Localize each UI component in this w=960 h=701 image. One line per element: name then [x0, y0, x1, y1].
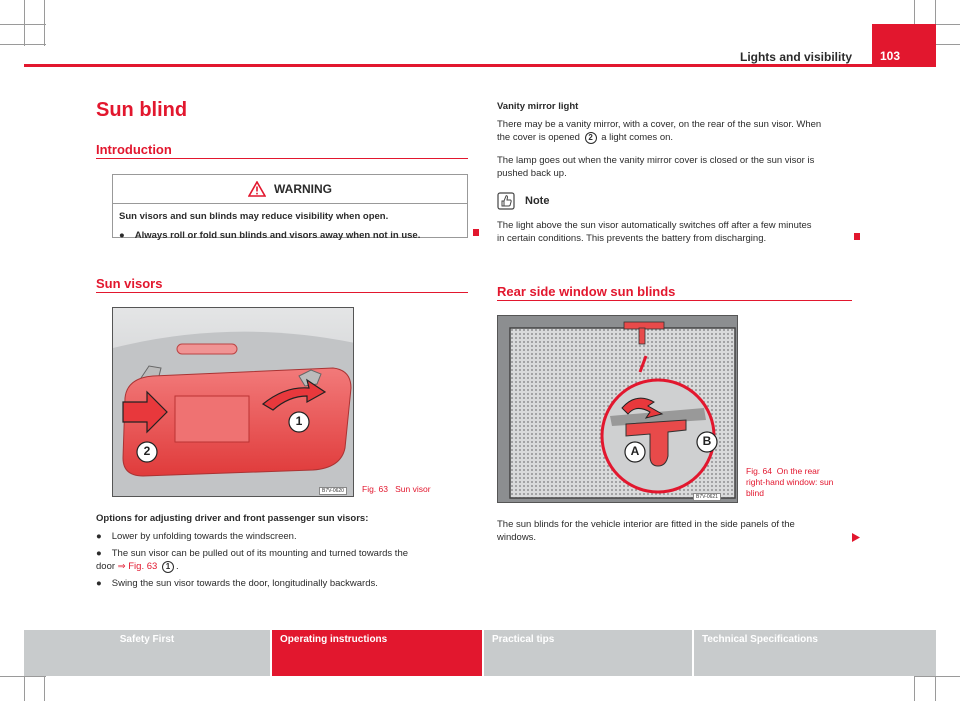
bullet-text-door: door: [96, 561, 116, 572]
vanity-heading: Vanity mirror light: [497, 101, 579, 112]
page-number-text: 103: [880, 49, 901, 63]
bullet-text: The sun visor can be pulled out of its mounting and turned towards the: [111, 548, 409, 559]
inline-callout-2: 2: [585, 132, 597, 144]
note-text-line: The light above the sun visor automatically switches off after a few minutes: [497, 220, 812, 231]
section-title-sun-blind: Sun blind: [96, 99, 188, 121]
bullet-dot: ●: [96, 578, 102, 589]
inline-callout-1: 1: [162, 561, 174, 573]
note-heading: Note: [525, 195, 550, 207]
crop-mark: [44, 0, 45, 46]
figure-tag: B7V-0621: [693, 493, 721, 501]
figure-caption-label: Fig. 63: [362, 484, 388, 494]
rear-sun-blind-illustration: [498, 316, 738, 503]
rear-blinds-paragraph-line: The sun blinds for the vehicle interior are fitted in the side panels of the: [497, 519, 795, 530]
footer-tab-label: Operating instructions: [280, 634, 388, 645]
figure-caption-64: [746, 466, 833, 499]
figure-caption-text: Sun visor: [395, 484, 431, 494]
warning-body: [113, 204, 467, 242]
footer-tab-operating-instructions[interactable]: [272, 630, 482, 676]
figure-reference-link[interactable]: ⇒ Fig. 63: [117, 561, 158, 572]
figure-rear-sun-blind: [497, 315, 738, 503]
header-rule: [24, 64, 936, 67]
crop-mark: [24, 0, 25, 46]
vanity-paragraph-line: pushed back up.: [497, 168, 567, 179]
callout-a: A: [630, 444, 640, 458]
figure-tag: B7V-0620: [319, 487, 347, 495]
options-heading: Options for adjusting driver and front passenger sun visors:: [96, 513, 369, 524]
warning-box: [112, 174, 468, 241]
page-number: [872, 24, 936, 67]
introduction-rule: [96, 158, 468, 159]
sun-visor-illustration: [113, 308, 354, 497]
subsection-title-introduction: Introduction: [96, 142, 172, 157]
figure-sun-visor: [112, 307, 354, 497]
header-section-title: Lights and visibility: [739, 50, 852, 64]
section-end-mark: [473, 229, 479, 236]
vanity-paragraph-line: [497, 131, 673, 144]
sun-visors-rule: [96, 292, 468, 293]
list-item: [96, 530, 297, 543]
note-icon: [497, 192, 515, 210]
figure-caption-text: On the rear: [776, 466, 820, 476]
bullet-dot: ●: [119, 230, 125, 241]
subsection-title-rear-blinds: Rear side window sun blinds: [497, 284, 676, 299]
warning-icon: [248, 181, 266, 197]
warning-header: [113, 175, 467, 203]
warning-heading: WARNING: [274, 182, 332, 196]
bullet-continuation: door ⇒ Fig. 63 1 .: [96, 561, 179, 572]
rear-blinds-rule: [497, 300, 852, 301]
crop-mark: [0, 44, 46, 45]
section-end-mark: [854, 233, 860, 240]
footer-tab-label: Practical tips: [492, 634, 555, 645]
crop-mark: [0, 676, 46, 677]
vanity-paragraph-line: There may be a vanity mirror, with a cover, on the rear of the sun visor. When: [497, 119, 822, 130]
bullet-dot: ●: [96, 531, 102, 542]
continue-arrow-icon: [852, 533, 860, 542]
crop-mark: [914, 676, 960, 677]
crop-mark: [0, 24, 46, 25]
footer-tab-practical-tips[interactable]: [484, 630, 692, 676]
bullet-dot: ●: [96, 548, 102, 559]
footer-tab-safety-first[interactable]: [24, 630, 270, 676]
vanity-paragraph-line: The lamp goes out when the vanity mirror cover is closed or the sun visor is: [497, 155, 815, 166]
callout-2: 2: [143, 444, 151, 458]
figure-caption-text: blind: [746, 488, 764, 498]
vanity-text: a light comes on.: [601, 132, 674, 143]
bullet-text: Swing the sun visor towards the door, longitudinally backwards.: [111, 578, 378, 589]
subsection-title-sun-visors: Sun visors: [96, 276, 163, 291]
bullet-text: Lower by unfolding towards the windscreen.: [111, 531, 297, 542]
list-item: [96, 547, 408, 560]
vanity-text: the cover is opened: [497, 132, 580, 143]
footer-tab-label: Technical Specifications: [702, 634, 818, 645]
warning-bullet: [119, 229, 461, 242]
rear-blinds-paragraph-line: windows.: [497, 532, 537, 543]
figure-caption-text: right-hand window: sun: [746, 477, 834, 487]
callout-1: 1: [295, 414, 303, 428]
callout-b: B: [702, 434, 712, 448]
footer-tab-technical-specifications[interactable]: [694, 630, 936, 676]
note-text-line: in certain conditions. This prevents the battery from discharging.: [497, 233, 767, 244]
warning-bullet-text: Always roll or fold sun blinds and visors away when not in use.: [134, 230, 421, 241]
figure-caption-63: [362, 484, 431, 495]
note-header: [497, 192, 549, 210]
warning-text: Sun visors and sun blinds may reduce visibility when open.: [119, 211, 389, 222]
footer-tab-label: Safety First: [119, 634, 175, 645]
list-item: [96, 577, 378, 590]
figure-caption-label: Fig. 64: [746, 466, 772, 476]
